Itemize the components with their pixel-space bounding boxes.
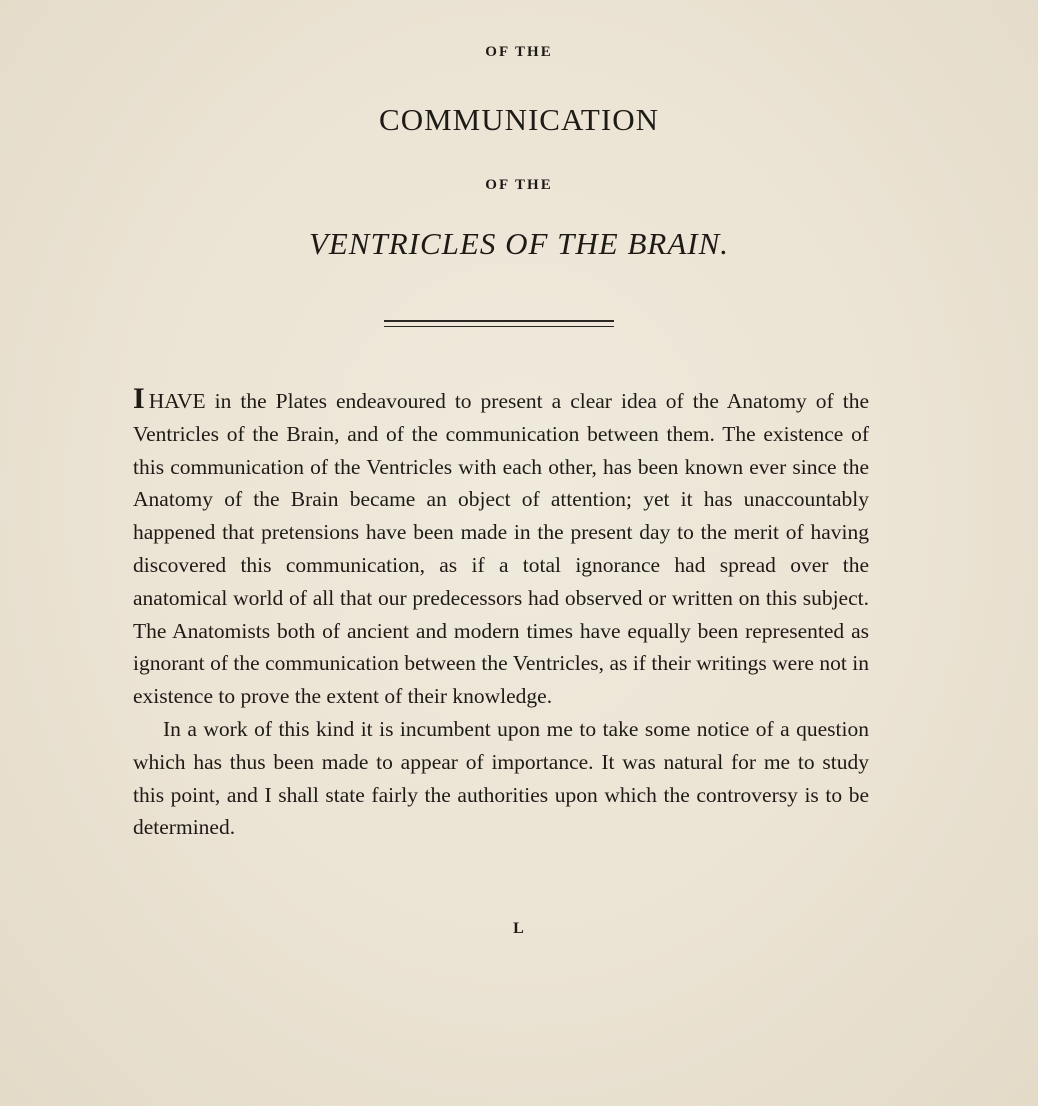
heading-of-the-middle: OF THE	[485, 177, 553, 193]
paragraph-2: In a work of this kind it is incumbent upon me to take some notice of a question which has thus been made to appear of importance. It was natural for me to study this point, and I shall state fairly the authorities upon which the controversy is to be determined.	[133, 716, 869, 840]
drop-cap: I	[133, 382, 145, 415]
title-communication: COMMUNICATION	[379, 102, 659, 137]
body-text	[133, 382, 869, 844]
heading-of-the-top: OF THE	[485, 44, 553, 60]
paragraph-1	[133, 382, 869, 713]
divider-rule-thick	[384, 320, 614, 322]
paragraph-1-text: HAVE in the Plates endeavoured to present a clear idea of the Anatomy of the Ventricles of the Brain, and of the communication between them. The existence of this communication of the Ventricles with each other, has been known ever since the Anatomy of the Brain became an object of attention; yet it has unaccountably happened that pretensions have been made in the present day to the merit of having discovered this communication, as if a total ignorance had spread over the anatomical world of all that our predecessors had observed or written on this subject. The Anatomists both of ancient and modern times have equally been represented as ignorant of the communication between the Ventricles, as if their writings were not in existence to prove the extent of their knowledge.	[133, 389, 869, 709]
signature-mark: L	[513, 920, 525, 937]
title-ventricles-of-the-brain: VENTRICLES OF THE BRAIN.	[308, 226, 730, 261]
divider-rule-thin	[384, 326, 614, 327]
